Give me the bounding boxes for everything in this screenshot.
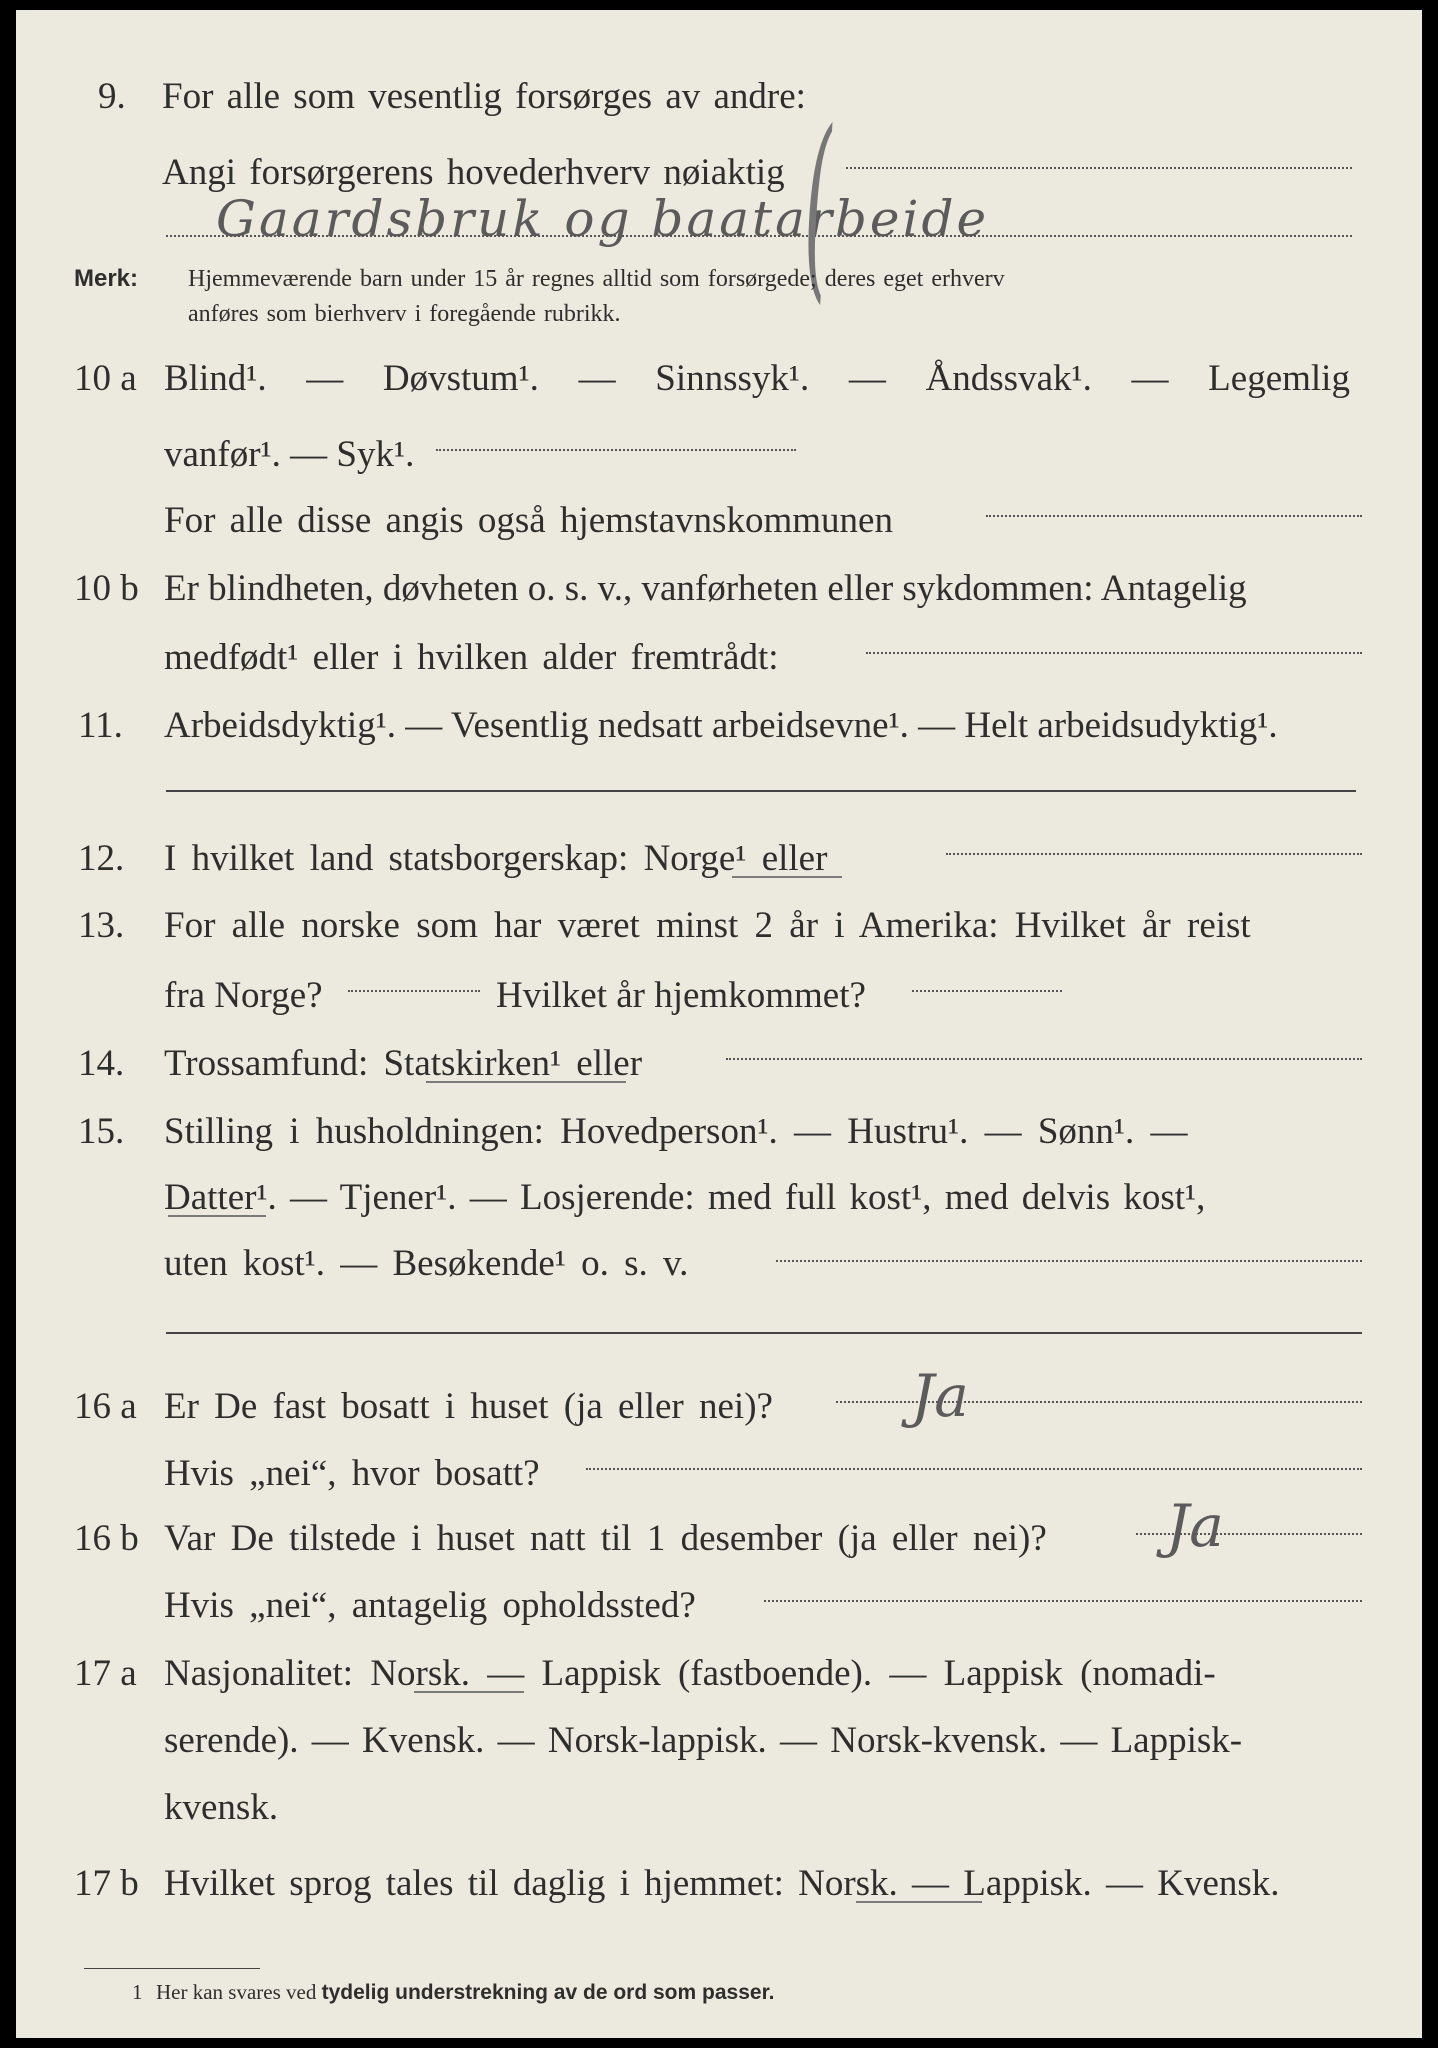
question-text: Nasjonalitet: Norsk. — Lappisk (fastboende). — Lappisk (nomadi- bbox=[164, 1653, 1216, 1694]
question-13-line-2 bbox=[16, 972, 1422, 1020]
question-number: 14. bbox=[78, 1043, 125, 1084]
footnote-mark: 1 bbox=[132, 1980, 143, 2004]
question-10b-line-2 bbox=[16, 634, 1422, 682]
answer-dotted-line bbox=[436, 449, 796, 451]
option-blind: Blind¹. bbox=[164, 358, 267, 399]
question-text: uten kost¹. — Besøkende¹ o. s. v. bbox=[164, 1243, 689, 1284]
handwritten-underline bbox=[168, 1215, 266, 1217]
handwritten-answer: Gaardsbruk og baatarbeide bbox=[216, 190, 990, 248]
answer-dotted-line bbox=[866, 652, 1362, 654]
handwritten-underline bbox=[426, 1081, 626, 1083]
question-number: 16 b bbox=[74, 1518, 139, 1559]
footnote-text: Her kan svares ved bbox=[156, 1980, 322, 2004]
question-17a bbox=[16, 1650, 1422, 1698]
footnote-rule bbox=[84, 1968, 260, 1969]
dash: — bbox=[306, 358, 344, 399]
question-text: vanfør¹. — Syk¹. bbox=[164, 434, 415, 475]
question-text: Er blindheten, døvheten o. s. v., vanførheten eller sykdommen: Antagelig bbox=[164, 568, 1247, 609]
option-dovstum: Døvstum¹. bbox=[382, 358, 539, 399]
question-text: kvensk. bbox=[164, 1787, 279, 1828]
question-number: 10 b bbox=[74, 568, 139, 609]
question-number: 11. bbox=[78, 705, 123, 746]
question-text: Hvilket sprog tales til daglig i hjemmet: Norsk. — Lappisk. — Kvensk. bbox=[164, 1863, 1280, 1904]
section-divider bbox=[166, 1332, 1362, 1334]
option-sinnssyk: Sinnssyk¹. bbox=[655, 358, 810, 399]
footnote bbox=[156, 1980, 774, 2005]
answer-dotted-line bbox=[764, 1600, 1362, 1602]
question-text: fra Norge? bbox=[164, 975, 323, 1016]
answer-dotted-line bbox=[726, 1058, 1362, 1060]
option-legemlig: Legemlig bbox=[1208, 358, 1350, 399]
question-text: serende). — Kvensk. — Norsk-lappisk. — Norsk-kvensk. — Lappisk- bbox=[164, 1720, 1243, 1761]
handwritten-underline bbox=[856, 1901, 982, 1903]
question-17a-line-2 bbox=[16, 1717, 1422, 1765]
question-16a-line-2 bbox=[16, 1450, 1422, 1498]
question-16b-line-2 bbox=[16, 1582, 1422, 1630]
question-17b bbox=[16, 1860, 1422, 1908]
dash: — bbox=[848, 358, 886, 399]
question-text: Var De tilstede i huset natt til 1 desember (ja eller nei)? bbox=[164, 1518, 1047, 1559]
option-andssvak: Åndssvak¹. bbox=[925, 358, 1092, 399]
question-text: medfødt¹ eller i hvilken alder fremtrådt: bbox=[164, 637, 779, 678]
question-13 bbox=[16, 902, 1422, 950]
question-text: Er De fast bosatt i huset (ja eller nei)? bbox=[164, 1386, 773, 1427]
dash: — bbox=[578, 358, 616, 399]
footnote-text-bold: tydelig understrekning av de ord som passer. bbox=[321, 1981, 775, 2004]
merk-note bbox=[74, 262, 138, 296]
answer-dotted-line bbox=[912, 990, 1062, 992]
census-form-page bbox=[16, 10, 1422, 2038]
answer-dotted-line bbox=[586, 1468, 1362, 1470]
answer-dotted-line bbox=[166, 235, 1352, 237]
answer-dotted-line bbox=[986, 515, 1362, 517]
question-10a-line-3 bbox=[16, 497, 1422, 545]
question-12 bbox=[16, 835, 1422, 883]
question-text: Trossamfund: Statskirken¹ eller bbox=[164, 1043, 643, 1084]
question-number: 17 a bbox=[74, 1653, 137, 1694]
question-text: Hvis „nei“, hvor bosatt? bbox=[164, 1453, 540, 1494]
merk-text: anføres som bierhverv i foregående rubrikk. bbox=[188, 301, 621, 327]
handwritten-answer: Ja bbox=[1166, 1492, 1224, 1560]
question-14 bbox=[16, 1040, 1422, 1088]
question-10a bbox=[16, 355, 1422, 403]
handwritten-bracket: ( bbox=[804, 89, 832, 322]
question-17a-line-3 bbox=[16, 1784, 1422, 1832]
question-11 bbox=[16, 702, 1422, 750]
merk-text: Hjemmeværende barn under 15 år regnes alltid som forsørgede; deres eget erhverv bbox=[188, 266, 1005, 292]
question-text: Datter¹. — Tjener¹. — Losjerende: med full kost¹, med delvis kost¹, bbox=[164, 1177, 1206, 1218]
handwritten-underline bbox=[414, 1691, 524, 1693]
handwritten-underline bbox=[732, 876, 842, 878]
question-text: Hvis „nei“, antagelig opholdssted? bbox=[164, 1585, 696, 1626]
question-text: Hvilket år hjemkommet? bbox=[496, 975, 866, 1016]
dash: — bbox=[1131, 358, 1169, 399]
question-number: 17 b bbox=[74, 1863, 139, 1904]
question-number: 12. bbox=[78, 838, 125, 879]
question-text: For alle norske som har været minst 2 år i Amerika: Hvilket år reist bbox=[164, 905, 1251, 946]
answer-dotted-line bbox=[348, 990, 480, 992]
question-text: Arbeidsdyktig¹. — Vesentlig nedsatt arbeidsevne¹. — Helt arbeidsudyktig¹. bbox=[164, 705, 1278, 746]
question-number: 13. bbox=[78, 905, 125, 946]
question-15-line-3 bbox=[16, 1240, 1422, 1288]
merk-label: Merk: bbox=[74, 265, 139, 292]
question-15 bbox=[16, 1108, 1422, 1156]
answer-dotted-line bbox=[946, 853, 1362, 855]
question-10b bbox=[16, 565, 1422, 613]
question-text: Angi forsørgerens hovederhverv nøiaktig bbox=[162, 152, 785, 193]
question-text bbox=[164, 355, 1350, 403]
answer-dotted-line bbox=[846, 167, 1352, 169]
question-text: I hvilket land statsborgerskap: Norge¹ eller bbox=[164, 838, 828, 879]
question-16a bbox=[16, 1383, 1422, 1431]
question-10a-line-2 bbox=[16, 431, 1422, 479]
question-text: Stilling i husholdningen: Hovedperson¹. — Hustru¹. — Sønn¹. — bbox=[164, 1111, 1188, 1152]
question-number: 10 a bbox=[74, 358, 137, 399]
question-9 bbox=[16, 73, 1422, 121]
handwritten-answer: Ja bbox=[911, 1362, 969, 1430]
question-text: For alle som vesentlig forsørges av andre: bbox=[162, 76, 806, 117]
answer-dotted-line bbox=[776, 1260, 1362, 1262]
question-number: 16 a bbox=[74, 1386, 137, 1427]
question-text: For alle disse angis også hjemstavnskommunen bbox=[164, 500, 893, 541]
question-number: 15. bbox=[78, 1111, 125, 1152]
section-divider bbox=[166, 790, 1356, 792]
question-number: 9. bbox=[98, 76, 126, 117]
